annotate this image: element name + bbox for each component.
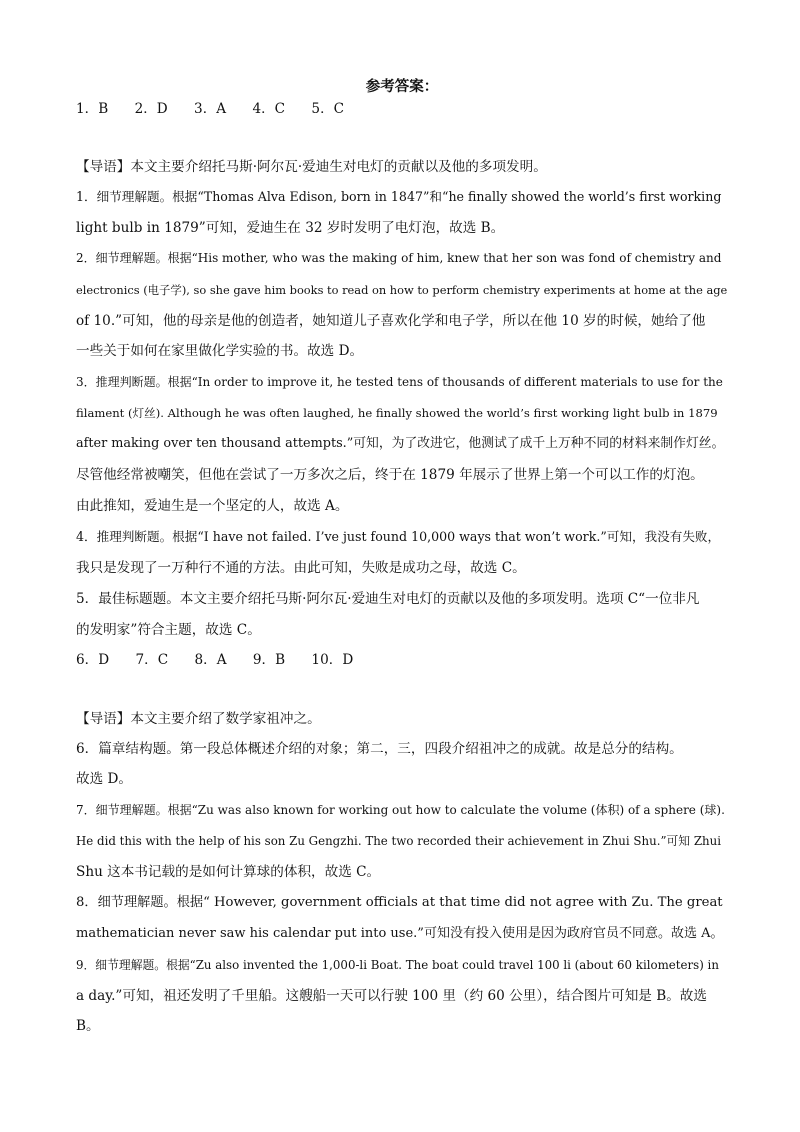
- passage1-line: 尽管他经常被嘲笑，但他在尝试了一万多次之后，终于在 1879 年展示了世界上第一个可以工作的灯泡。: [76, 467, 704, 483]
- passage2-intro: 【导语】本文主要介绍了数学家祖冲之。: [76, 711, 321, 727]
- answer-row-1-5: [76, 99, 366, 119]
- answer-item: 2．D: [134, 101, 168, 117]
- passage1-line: 2．细节理解题。根据“His mother, who was the making of him, knew that her son was fond of chemistry and: [76, 251, 722, 265]
- answer-item: 6．D: [76, 652, 110, 668]
- passage2-line: a day.”可知，祖还发明了千里船。这艘船一天可以行驶 100 里（约 60 公里），结合图片可知是 B。故选: [76, 988, 707, 1004]
- passage1-line: of 10.”可知，他的母亲是他的创造者，她知道儿子喜欢化学和电子学，所以在他 10 岁的时候，她给了他: [76, 313, 706, 329]
- passage1-line: 1．细节理解题。根据“Thomas Alva Edison, born in 1847”和“he finally showed the world’s first working: [76, 189, 722, 204]
- passage1-line: 一些关于如何在家里做化学实验的书。故选 D。: [76, 343, 364, 359]
- passage2-line: 6．篇章结构题。第一段总体概述介绍的对象；第二，三，四段介绍祖冲之的成就。故是总分的结构。: [76, 741, 683, 757]
- passage2-line: 9．细节理解题。根据“Zu also invented the 1,000-li Boat. The boat could travel 100 li (about 60 kilometers) in: [76, 958, 719, 972]
- answer-item: 10．D: [311, 652, 354, 668]
- passage1-line: filament (灯丝). Although he was often laughed, he finally showed the world’s first working light bulb in 1879: [76, 406, 718, 420]
- passage1-line: electronics (电子学), so she gave him books to read on how to perform chemistry experiments at home at the age: [76, 283, 728, 297]
- answer-item: 4．C: [252, 101, 286, 117]
- passage2-line: 8．细节理解题。根据“ However, government officials at that time did not agree with Zu. The great: [76, 895, 723, 910]
- answer-item: 3．A: [194, 101, 227, 117]
- passage1-line: light bulb in 1879”可知，爱迪生在 32 岁时发明了电灯泡，故选 B。: [76, 220, 505, 236]
- passage1-line: 4．推理判断题。根据“I have not failed. I’ve just found 10,000 ways that won’t work.”可知，我没有失败，: [76, 529, 721, 544]
- passage2-line: B。: [76, 1018, 100, 1034]
- passage2-line: 7．细节理解题。根据“Zu was also known for working out how to calculate the volume (体积) of a sphere (球).: [76, 803, 725, 817]
- answer-item: 7．C: [135, 652, 169, 668]
- answer-row-6-10: [76, 650, 375, 670]
- answer-item: 8．A: [194, 652, 227, 668]
- passage2-line: Shu 这本书记载的是如何计算球的体积，故选 C。: [76, 864, 381, 880]
- passage1-line: 的发明家”符合主题，故选 C。: [76, 622, 261, 638]
- passage1-line: 3．推理判断题。根据“In order to improve it, he tested tens of thousands of different materials to use for the: [76, 375, 723, 389]
- passage1-line: 5．最佳标题题。本文主要介绍托马斯·阿尔瓦·爱迪生对电灯的贡献以及他的多项发明。选项 C“一位非凡: [76, 591, 700, 607]
- answer-item: 5．C: [311, 101, 345, 117]
- passage1-line: 我只是发现了一万种行不通的方法。由此可知，失败是成功之母，故选 C。: [76, 560, 526, 576]
- passage2-line: mathematician never saw his calendar put into use.”可知没有投入使用是因为政府官员不同意。故选 A。: [76, 926, 724, 941]
- passage1-intro: 【导语】本文主要介绍托马斯·阿尔瓦·爱迪生对电灯的贡献以及他的多项发明。: [76, 159, 547, 175]
- answer-item: 1．B: [76, 101, 109, 117]
- passage1-line: after making over ten thousand attempts.”可知，为了改进它，他测试了成千上万种不同的材料来制作灯丝。: [76, 436, 725, 451]
- page-title: 参考答案：: [365, 78, 439, 95]
- passage2-line: 故选 D。: [76, 771, 133, 787]
- passage1-line: 由此推知，爱迪生是一个坚定的人，故选 A。: [76, 498, 349, 514]
- answer-item: 9．B: [252, 652, 286, 668]
- passage2-line: He did this with the help of his son Zu Gengzhi. The two recorded their achievement in Zhui Shu.”可知 Zhui: [76, 834, 721, 848]
